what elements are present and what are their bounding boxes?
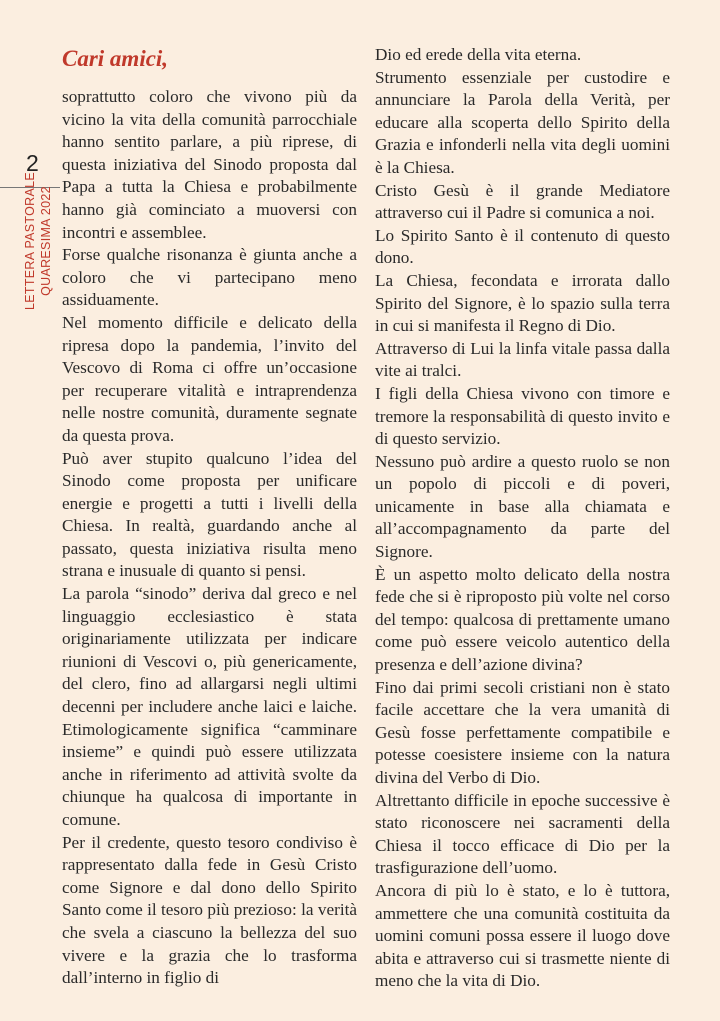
- left-column: [62, 44, 357, 990]
- running-header-title: LETTERA PASTORALE: [23, 171, 37, 310]
- right-column: [375, 44, 670, 993]
- paragraph: Attraverso di Lui la linfa vitale passa dalla vite ai tralci.: [375, 338, 670, 381]
- paragraph: Lo Spirito Santo è il contenuto di questo dono.: [375, 225, 670, 268]
- page-sidebar: [0, 0, 60, 1021]
- paragraph: Strumento essenziale per custodire e annunciare la Parola della Verità, per educare alla scoperta dello Spirito della Grazia e infonderli nella vita degli uomini è la Chiesa.: [375, 67, 670, 177]
- paragraph: Fino dai primi secoli cristiani non è stato facile accettare che la vera umanità di Gesù fosse perfettamente compatibile e potesse coesistere insieme con la natura divina del Verbo di Dio.: [375, 677, 670, 787]
- paragraph: Nel momento difficile e delicato della ripresa dopo la pandemia, l’invito del Vescovo di Roma ci offre un’occasione per recuperare vitalità e intraprendenza nelle nostre comunità, duramente segnate da questa prova.: [62, 312, 357, 445]
- paragraph: Forse qualche risonanza è giunta anche a coloro che vi partecipano meno assiduamente.: [62, 245, 357, 310]
- paragraph: La parola “sinodo” deriva dal greco e nel linguaggio ecclesiastico è stata originariamente utilizzata per indicare riunioni di Vescovi o, più genericamente, del clero, fino ad allargarsi negli ultimi decenni per includere anche laici e laiche. Etimologicamente significa “camminare insieme” e quindi può essere utilizzata anche in riferimento ad attività svolte da chiunque ha qualcosa di importante in comune.: [62, 584, 357, 829]
- page-number: 2: [26, 150, 39, 176]
- running-header: [22, 172, 54, 310]
- paragraph: La Chiesa, fecondata e irrorata dallo Spirito del Signore, è lo spazio sulla terra in cui si manifesta il Regno di Dio.: [375, 270, 670, 336]
- paragraph: I figli della Chiesa vivono con timore e tremore la responsabilità di questo invito e di questo servizio.: [375, 383, 670, 449]
- paragraph: Nessuno può ardire a questo ruolo se non un popolo di piccoli e di poveri, unicamente in base alla chiamata e all’accompagnamento da parte del Signore.: [375, 451, 670, 562]
- paragraph: Cristo Gesù è il grande Mediatore attraverso cui il Padre si comunica a noi.: [375, 180, 670, 223]
- paragraph: Dio ed erede della vita eterna.: [375, 45, 582, 64]
- running-header-subtitle: QUARESIMA 2022: [39, 186, 53, 296]
- paragraph: Altrettanto difficile in epoche successive è stato riconoscere nei sacramenti della Chiesa il tocco efficace di Dio per la trasfigurazione dell’uomo.: [375, 790, 670, 878]
- paragraph: Per il credente, questo tesoro condiviso è rappresentato dalla fede in Gesù Cristo come Signore e dal dono dello Spirito Santo come il tesoro più prezioso: la verità che svela a ciascuno la bellezza del suo vivere e la grazia che lo trasforma dall’interno in figlio di: [62, 832, 357, 988]
- paragraph: È un aspetto molto delicato della nostra fede che si è riproposto più volte nel corso del tempo: qualcosa di prettamente umano come può essere veicolo autentico della presenza e dell’azione divina?: [375, 564, 670, 675]
- paragraph: Può aver stupito qualcuno l’idea del Sinodo come proposta per unificare energie e progetti a tutti i livelli della Chiesa. In realtà, guardando anche al passato, questa iniziativa risulta meno strana e inusuale di quanto si pensi.: [62, 448, 357, 581]
- letter-greeting: Cari amici,: [62, 46, 169, 71]
- paragraph: soprattutto coloro che vivono più da vicino la vita della comunità parrocchiale hanno sentito parlare, a più riprese, di questa iniziativa del Sinodo proposta dal Papa a tutta la Chiesa e probabilmente hanno già cominciato a muoversi con incontri e assemblee.: [62, 87, 357, 242]
- paragraph: Ancora di più lo è stato, e lo è tuttora, ammettere che una comunità costituita da uomini comuni possa essere il luogo dove abita e attraverso cui si trasmette niente di meno che la vita di Dio.: [375, 880, 670, 991]
